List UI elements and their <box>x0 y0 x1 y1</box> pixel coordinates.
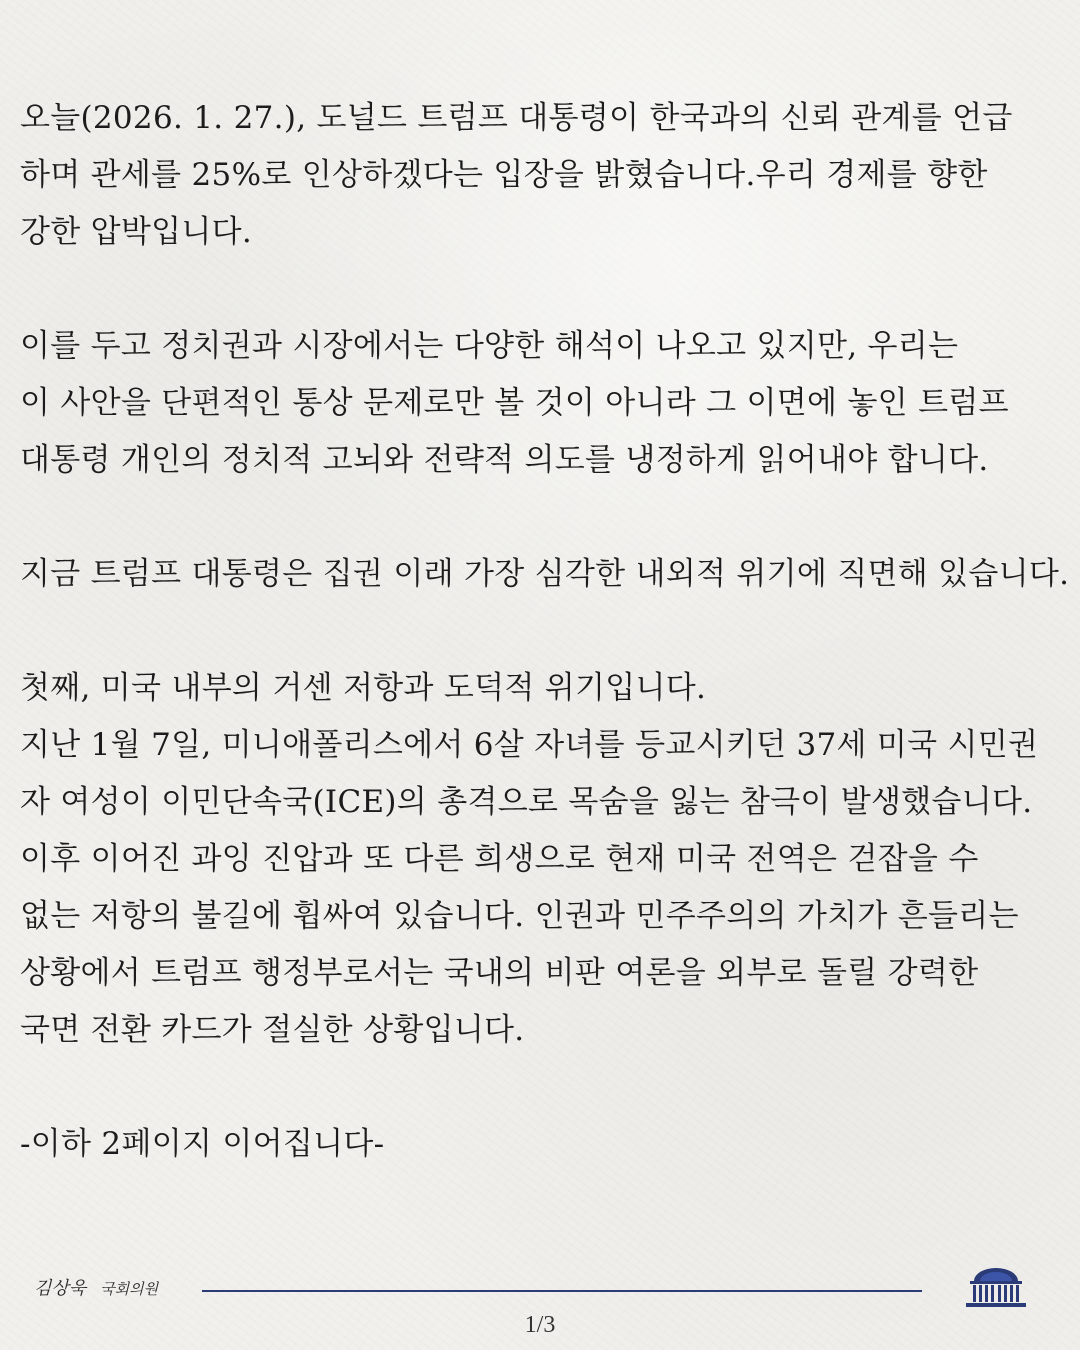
body-line-15: 없는 저항의 불길에 휩싸여 있습니다. 인권과 민주주의의 가치가 흔들리는 <box>20 898 1019 934</box>
body-line-6: 이 사안을 단편적인 통상 문제로만 볼 것이 아니라 그 이면에 놓인 트럼프 <box>20 385 1009 421</box>
author-name: 김상욱 <box>34 1278 87 1299</box>
continuation-note: -이하 2페이지 이어집니다- <box>20 1126 385 1162</box>
author-title: 국회의원 <box>100 1280 159 1298</box>
footer-divider <box>202 1290 922 1292</box>
body-line-7: 대통령 개인의 정치적 고뇌와 전략적 의도를 냉정하게 읽어내야 합니다. <box>20 442 989 478</box>
letter-body <box>20 90 1070 1173</box>
body-line-12: 지난 1월 7일, 미니애폴리스에서 6살 자녀를 등교시키던 37세 미국 시민권 <box>20 727 1039 763</box>
national-assembly-icon <box>958 1264 1034 1310</box>
page-number: 1/3 <box>524 1312 556 1338</box>
paragraph-gap <box>20 489 1070 546</box>
paragraph-gap <box>20 603 1070 660</box>
paragraph-gap <box>20 261 1070 318</box>
body-line-2: 하며 관세를 25%로 인상하겠다는 입장을 밝혔습니다.우리 경제를 향한 <box>20 157 988 193</box>
body-line-1: 오늘(2026. 1. 27.), 도널드 트럼프 대통령이 한국과의 신뢰 관계를 언급 <box>20 100 1013 136</box>
body-line-14: 이후 이어진 과잉 진압과 또 다른 희생으로 현재 미국 전역은 걷잡을 수 <box>20 841 979 877</box>
body-line-11: 첫째, 미국 내부의 거센 저항과 도덕적 위기입니다. <box>20 670 707 706</box>
body-line-9: 지금 트럼프 대통령은 집권 이래 가장 심각한 내외적 위기에 직면해 있습니다. <box>20 556 1070 592</box>
body-line-17: 국면 전환 카드가 절실한 상황입니다. <box>20 1012 525 1048</box>
body-line-3: 강한 압박입니다. <box>20 214 253 250</box>
paragraph-gap <box>20 1059 1070 1116</box>
body-line-16: 상황에서 트럼프 행정부로서는 국내의 비판 여론을 외부로 돌릴 강력한 <box>20 955 979 991</box>
body-line-13: 자 여성이 이민단속국(ICE)의 총격으로 목숨을 잃는 참극이 발생했습니다. <box>20 784 1033 820</box>
body-line-5: 이를 두고 정치권과 시장에서는 다양한 해석이 나오고 있지만, 우리는 <box>20 328 959 364</box>
author-signature <box>34 1274 158 1300</box>
